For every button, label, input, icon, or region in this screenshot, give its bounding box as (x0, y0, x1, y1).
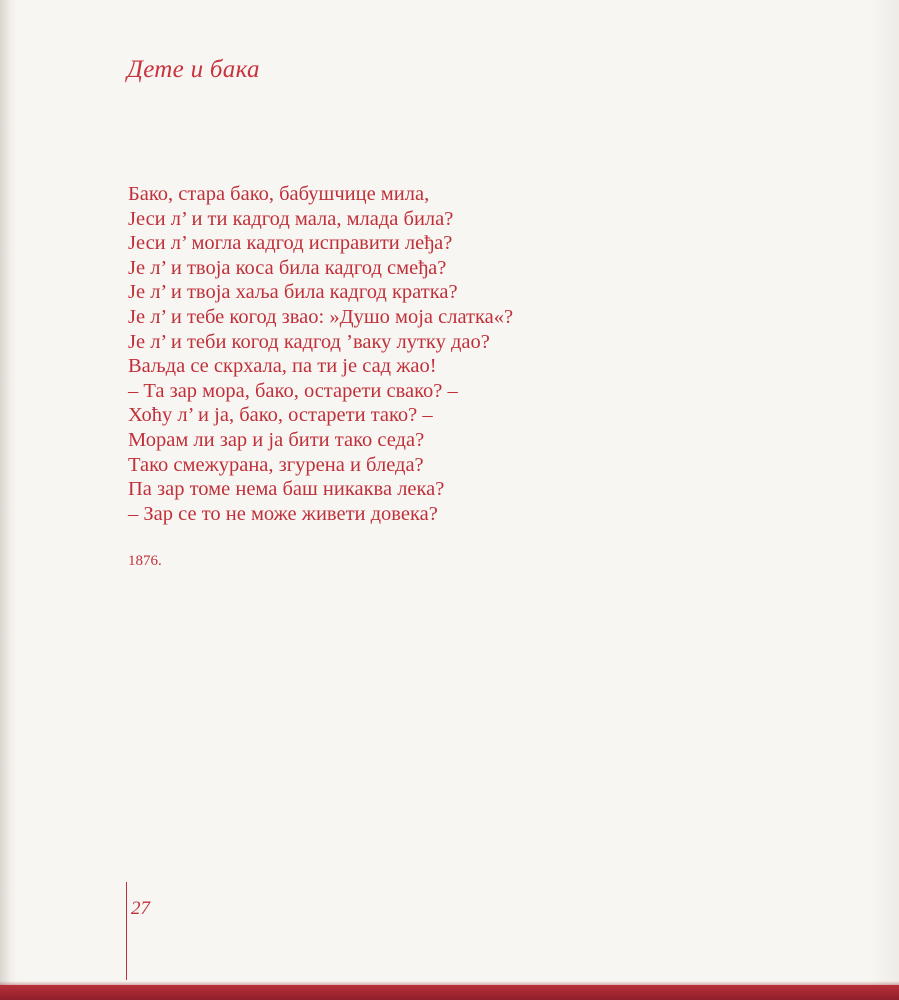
poem-title: Дете и бака (127, 56, 260, 83)
poem-line: Бако, стара бако, бабушчице мила, (128, 183, 430, 205)
poem-line: Хоћу л’ и ја, бако, остарети тако? – (128, 404, 433, 427)
page-binding-edge (0, 0, 10, 1000)
poem-line: – Зар се то не може живети довека? (128, 502, 438, 525)
page-number-rule (126, 882, 127, 980)
poem-line: Је л’ и теби когод кадгод ’ваку лутку дао? (128, 330, 490, 353)
poem-text (128, 182, 513, 526)
poem-line: Је л’ и тебе когод звао: »Душо моја слатка«? (128, 305, 514, 328)
poem-line: Је л’ и твоја хаља била кадгод кратка? (128, 281, 458, 304)
poem-line: – Та зар мора, бако, остарети свако? – (128, 379, 458, 402)
poem-line: Тако смежурана, згурена и бледа? (128, 453, 424, 476)
poem-line: Морам ли зар и ја бити тако седа? (128, 428, 425, 451)
cover-edge-band (0, 985, 899, 1000)
poem-line: Па зар томе нема баш никаква лека? (128, 478, 445, 501)
poem-year: 1876. (128, 553, 162, 569)
poem-line: Јеси л’ могла кадгод исправити леђа? (128, 232, 453, 255)
page-number: 27 (131, 898, 150, 919)
poem-line: Је л’ и твоја коса била кадгод смеђа? (128, 256, 447, 279)
poem-line: Јеси л’ и ти кадгод мала, млада била? (128, 207, 454, 230)
poem-line: Ваљда се скрхала, па ти је сад жао! (128, 355, 437, 378)
